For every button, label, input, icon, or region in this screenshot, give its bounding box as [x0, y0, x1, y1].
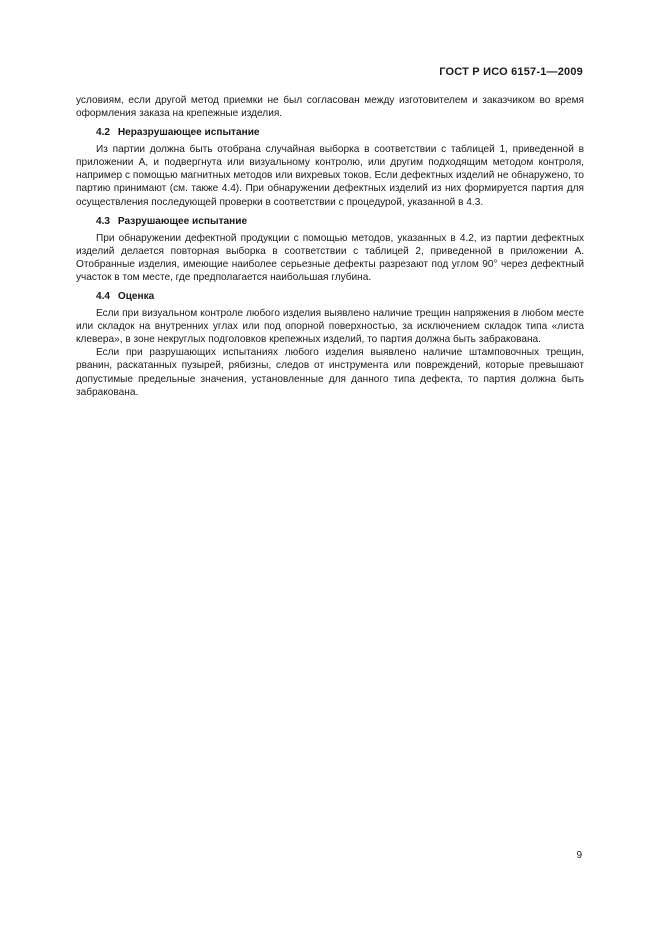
section-heading [76, 215, 584, 228]
section-paragraph: При обнаружении дефектной продукции с помощью методов, указанных в 4.2, из партии дефектных изделий делается повторная выборка в соответствии с таблицей 2, приведенной в приложении А. Отобранные изделия, имеющие наиболее серьезные дефекты разрезают под углом 90° через дефектный участок в том месте, где предполагается наибольшая глубина. [76, 232, 584, 283]
section-heading [76, 126, 584, 139]
document-header: ГОСТ Р ИСО 6157-1—2009 [439, 66, 583, 78]
page-number: 9 [576, 850, 582, 861]
section-4-4 [76, 290, 584, 399]
section-title: Оценка [117, 291, 155, 303]
section-title: Разрушающее испытание [117, 215, 248, 227]
section-paragraph: Из партии должна быть отобрана случайная выборка в соответствии с таблицей 1, приведенной в приложении А, и подвергнута или визуальному контролю, или другим подходящим методом контроля, например с помощью магнитных методов или вихревых токов. Если дефектных изделий не обнаружено, то партию принимают (см. также 4.4). При обнаружении дефектных изделий из них формируется партия для осуществления последующей проверки в соответствии с процедурой, указанной в 4.3. [76, 144, 584, 208]
intro-paragraph: условиям, если другой метод приемки не был согласован между изготовителем и заказчиком во время оформления заказа на крепежные изделия. [76, 95, 584, 120]
document-body [76, 94, 584, 399]
section-paragraph: Если при визуальном контроле любого изделия выявлено наличие трещин напряжения в любом месте или складок на внутренних углах или под опорной поверхностью, за исключением складок типа «листа клевера», в зоне некруглых подголовков крепежных изделий, то партия должна быть забракована. [76, 308, 584, 346]
section-4-2 [76, 126, 584, 208]
section-number: 4.3 [96, 215, 111, 227]
section-title: Неразрушающее испытание [117, 127, 260, 139]
section-heading [76, 290, 584, 303]
section-4-3 [76, 215, 584, 284]
section-paragraph: Если при разрушающих испытаниях любого изделия выявлено наличие штамповочных трещин, рванин, раскатанных пузырей, рябизны, следов от инструмента или повреждений, которые превышают допустимые предельные значения, установленные для данного типа дефекта, то партия должна быть забракована. [76, 347, 584, 398]
section-number: 4.4 [96, 291, 111, 303]
section-number: 4.2 [96, 127, 111, 139]
